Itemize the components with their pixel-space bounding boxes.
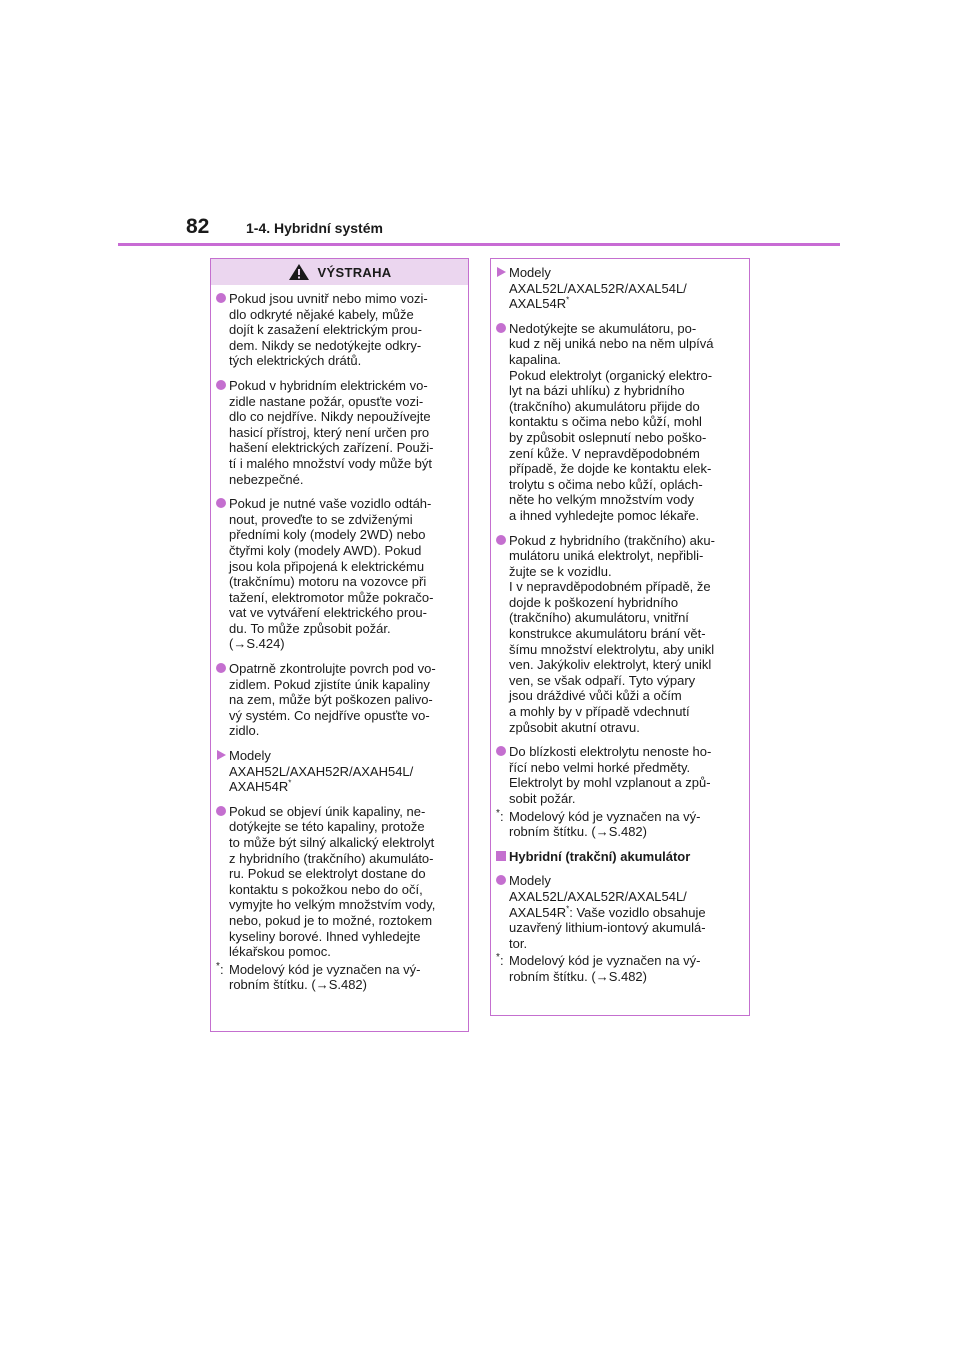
bullet-icon xyxy=(216,498,226,508)
text-line: kontaktu s pokožkou nebo do očí, xyxy=(229,881,423,897)
text-line: robním štítku. (→S.482) xyxy=(509,968,647,984)
model-condition xyxy=(216,748,460,795)
text-line: Modelový kód je vyznačen na vý- xyxy=(509,808,701,824)
text-line: ven. Jakýkoliv elektrolyt, který unikl xyxy=(509,657,712,673)
footnote-colon: : xyxy=(220,961,224,977)
footnote-colon: : xyxy=(500,808,504,824)
text-line: kapalina. xyxy=(509,351,562,367)
text-line: lékařskou pomoc. xyxy=(229,944,331,960)
text-line: tí i malého množství vody může být xyxy=(229,455,433,471)
warning-triangle-icon xyxy=(288,263,310,281)
text-line: by způsobit oslepnutí nebo poško- xyxy=(509,429,707,445)
text-line: dem. Nikdy se nedotýkejte odkry- xyxy=(229,337,422,353)
triangle-marker-icon xyxy=(217,750,226,760)
text-line: tažení, elektromotor může pokračo- xyxy=(229,589,434,605)
text-line: nebo, pokud je to možné, roztokem xyxy=(229,912,433,928)
text-line: Pokud jsou uvnitř nebo mimo vozi- xyxy=(229,291,428,306)
text-line: případě, že dojde ke kontaktu elek- xyxy=(509,461,712,477)
bullet-icon xyxy=(216,806,226,816)
text-line: to může být silný alkalický elektrolyt xyxy=(229,835,435,850)
text-line: jsou kola připojená k elektrickému xyxy=(229,558,425,574)
square-marker-icon xyxy=(496,851,506,861)
text-line: předními koly (modely 2WD) nebo xyxy=(229,527,426,543)
text-line: řící nebo velmi horké předměty. xyxy=(509,759,691,775)
info-content xyxy=(491,259,749,985)
text-line: dotýkejte se této kapaliny, protože xyxy=(229,819,425,835)
text-line: hasicí přístroj, který není určen pro xyxy=(229,424,430,440)
text-line: AXAL52L/AXAL52R/AXAL54L/ xyxy=(509,888,687,904)
warning-content xyxy=(211,285,468,993)
text-line: robním štítku. (→S.482) xyxy=(509,824,647,840)
text-line: z hybridního (trakčního) akumuláto- xyxy=(229,850,434,866)
bullet-icon xyxy=(496,875,506,885)
warning-item xyxy=(216,496,460,652)
text-line: ven, se však odpaří. Tyto výpary xyxy=(509,672,696,688)
text-line: dojít k zasažení elektrickým prou- xyxy=(229,322,422,338)
text-line: (trakčnímu) motoru na vozovce při xyxy=(229,574,427,590)
text-line: AXAL52L/AXAL52R/AXAL54L/ xyxy=(509,280,687,296)
warning-item xyxy=(496,533,741,736)
text-line: způsobit akutní otravu. xyxy=(509,719,640,735)
footnote-asterisk: * xyxy=(216,960,220,972)
text-line: čtyřmi koly (modely AWD). Pokud xyxy=(229,542,422,558)
text-line: nout, proveďte to se zdviženými xyxy=(229,511,413,527)
text-line: zidlem. Pokud zjistíte únik kapaliny xyxy=(229,676,430,692)
warning-item xyxy=(216,661,460,739)
text-line: a mohly by v případě vdechnutí xyxy=(509,704,690,720)
text-line: dlo co nejdříve. Nikdy nepoužívejte xyxy=(229,409,431,425)
warning-heading-text: VÝSTRAHA xyxy=(317,264,392,280)
warning-item xyxy=(216,291,460,369)
text-line: AXAH54R* xyxy=(229,778,292,795)
text-line: kyseliny borové. Ihned vyhledejte xyxy=(229,928,421,944)
text-line: jsou dráždivé vůči kůži a očím xyxy=(509,688,682,704)
footnote xyxy=(216,962,460,993)
warning-item xyxy=(496,744,741,806)
text-line: hašení elektrických zařízení. Použi- xyxy=(229,440,434,456)
text-line: Pokud se objeví únik kapaliny, ne- xyxy=(229,803,426,819)
section-title: 1-4. Hybridní systém xyxy=(246,220,383,236)
footnote xyxy=(496,953,741,984)
text-line: Modelový kód je vyznačen na vý- xyxy=(509,953,701,969)
text-line: Modelový kód je vyznačen na vý- xyxy=(229,961,421,977)
text-line: tých elektrických drátů. xyxy=(229,353,362,369)
text-line: Opatrně zkontrolujte povrch pod vo- xyxy=(229,661,436,677)
text-line: žujte se k vozidlu. xyxy=(509,563,612,579)
text-line: AXAL54R*: Vaše vozidlo obsahuje xyxy=(509,904,706,920)
bullet-icon xyxy=(496,535,506,545)
text-line: Modely xyxy=(509,873,551,889)
bullet-icon xyxy=(216,293,226,303)
text-line: mulátoru uniká elektrolyt, nepřibli- xyxy=(509,548,704,564)
text-line: Pokud z hybridního (trakčního) aku- xyxy=(509,532,715,548)
text-line: a ihned vyhledejte pomoc lékaře. xyxy=(509,507,700,523)
warning-box xyxy=(210,258,469,1032)
text-line: AXAH52L/AXAH52R/AXAH54L/ xyxy=(229,763,414,779)
text-line: AXAL54R* xyxy=(509,295,570,312)
text-line: trolytu s očima nebo kůží, oplách- xyxy=(509,476,703,492)
triangle-marker-icon xyxy=(497,267,506,277)
bullet-icon xyxy=(216,663,226,673)
text-line: zidle nastane požár, opusťte vozi- xyxy=(229,393,424,409)
text-line: Hybridní (trakční) akumulátor xyxy=(509,848,691,864)
footnote xyxy=(496,809,741,840)
text-line: dojde k poškození hybridního xyxy=(509,594,679,610)
text-line: na zem, může být poškozen palivo- xyxy=(229,692,433,708)
text-line: Pokud je nutné vaše vozidlo odtáh- xyxy=(229,496,432,512)
warning-item xyxy=(496,321,741,524)
text-line: I v nepravděpodobném případě, že xyxy=(509,579,711,595)
text-line: Nedotýkejte se akumulátoru, po- xyxy=(509,320,697,336)
text-line: dlo odkryté nějaké kabely, může xyxy=(229,306,414,322)
bullet-icon xyxy=(496,746,506,756)
warning-heading xyxy=(211,259,468,285)
bullet-icon xyxy=(216,380,226,390)
text-line: vymyjte ho velkým množstvím vody, xyxy=(229,897,436,913)
text-line: kud z něj uniká nebo na něm ulpívá xyxy=(509,336,714,352)
text-line: Pokud elektrolyt (organický elektro- xyxy=(509,367,713,383)
subheading xyxy=(496,849,741,865)
text-line: zidlo. xyxy=(229,723,260,739)
text-line: šímu množství elektrolytu, aby unikl xyxy=(509,641,715,657)
footnote-colon: : xyxy=(500,953,504,969)
text-line: Do blízkosti elektrolytu nenoste ho- xyxy=(509,744,712,760)
footnote-asterisk: * xyxy=(496,807,500,819)
text-line: lyt na bázi uhlíku) z hybridního xyxy=(509,383,685,399)
text-line: vý systém. Co nejdříve opusťte vo- xyxy=(229,707,430,723)
text-line: tor. xyxy=(509,935,528,951)
warning-item xyxy=(216,378,460,487)
text-line: Modely xyxy=(229,748,271,764)
text-line: (→S.424) xyxy=(229,636,285,652)
info-box xyxy=(490,258,750,1016)
text-line: du. To může způsobit požár. xyxy=(229,620,391,636)
bullet-icon xyxy=(496,323,506,333)
text-line: Modely xyxy=(509,265,551,280)
text-line: ru. Pokud se elektrolyt dostane do xyxy=(229,866,426,882)
text-line: Elektrolyt by mohl vzplanout a způ- xyxy=(509,775,711,791)
text-line: vat ve vytváření elektrického prou- xyxy=(229,605,427,621)
text-line: nebezpečné. xyxy=(229,471,304,487)
text-line: uzavřený lithium-iontový akumulá- xyxy=(509,920,706,936)
footnote-asterisk: * xyxy=(496,952,500,964)
page-number: 82 xyxy=(186,215,210,238)
text-line: konstrukce akumulátoru brání vět- xyxy=(509,626,706,642)
text-line: (trakčního) akumulátoru, vnitřní xyxy=(509,610,689,626)
text-line: (trakčního) akumulátoru přijde do xyxy=(509,398,700,414)
header-divider xyxy=(118,243,840,246)
text-line: kontaktu s očima nebo kůží, mohl xyxy=(509,414,702,430)
warning-item xyxy=(496,873,741,951)
text-line: robním štítku. (→S.482) xyxy=(229,977,367,993)
text-line: Pokud v hybridním elektrickém vo- xyxy=(229,377,428,393)
text-line: něte ho velkým množstvím vody xyxy=(509,492,694,508)
warning-item xyxy=(216,804,460,960)
model-condition xyxy=(496,265,741,312)
text-line: zení kůže. V nepravděpodobném xyxy=(509,445,700,461)
text-line: sobit požár. xyxy=(509,791,576,806)
